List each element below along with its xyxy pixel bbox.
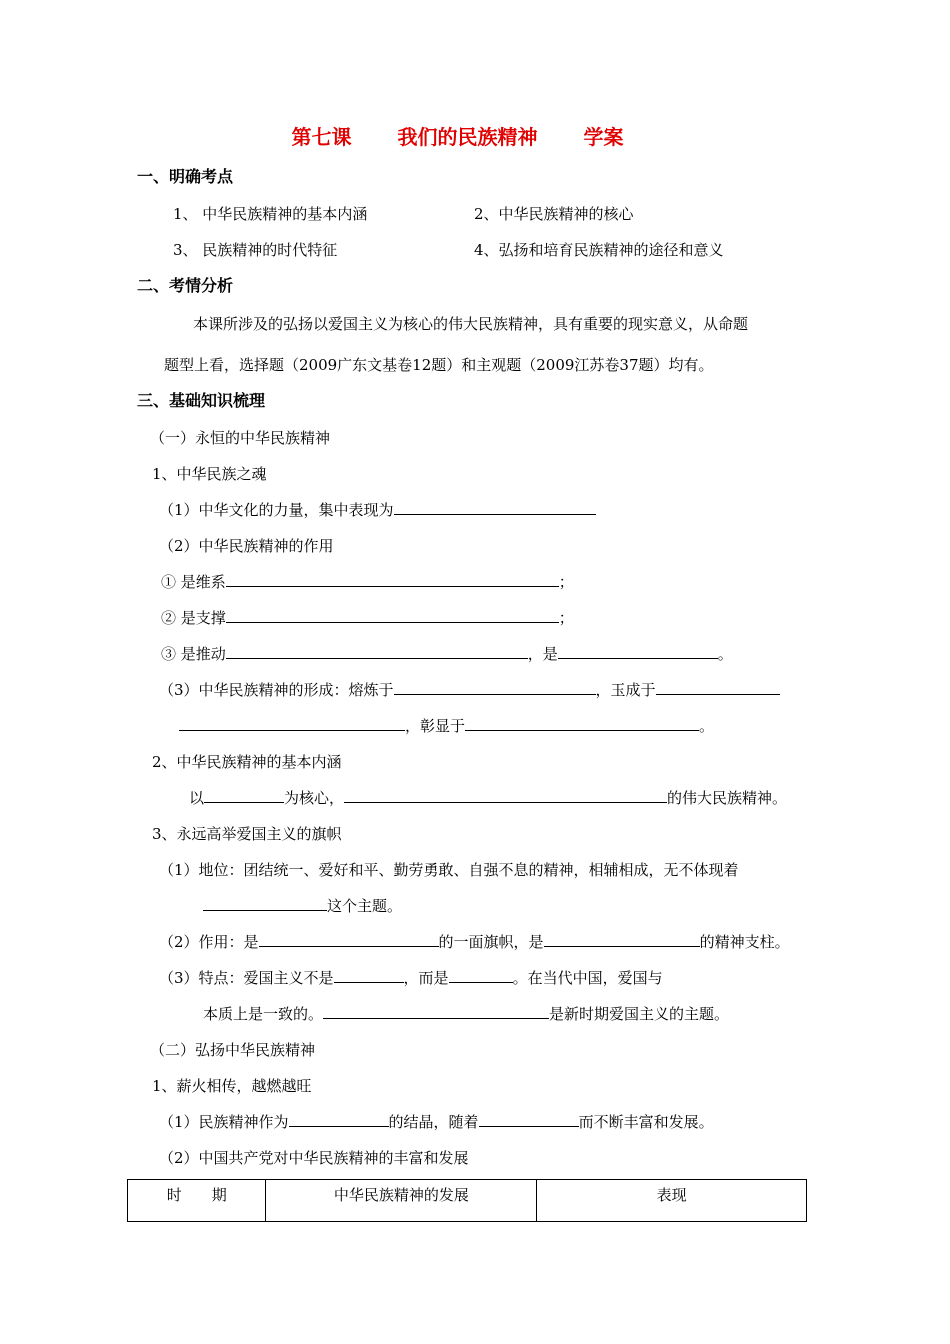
exam-point-4: 4、弘扬和培育民族精神的途径和意义	[474, 241, 724, 259]
title-lesson: 第七课	[291, 125, 352, 149]
page-title	[0, 124, 915, 150]
question-4-1: （1）民族精神作为 的结晶，随着 而不断丰富和发展。	[159, 1113, 714, 1131]
section-heading-2: 二、考情分析	[137, 276, 234, 295]
answer-blank[interactable]	[203, 896, 327, 911]
answer-blank[interactable]	[259, 932, 439, 947]
role-2: ② 是支撑 ；	[161, 609, 574, 627]
answer-blank[interactable]	[479, 1112, 579, 1127]
question-1-3: （3）中华民族精神的形成：熔炼于 ，玉成于	[159, 680, 780, 700]
answer-blank[interactable]	[179, 716, 405, 731]
question-4-2: （2）中国共产党对中华民族精神的丰富和发展	[159, 1149, 469, 1167]
answer-blank[interactable]	[334, 968, 404, 983]
subsection-2: （二）弘扬中华民族精神	[150, 1041, 316, 1059]
table-header-period: 时 期	[128, 1180, 266, 1222]
point-4-heading: 1、薪火相传，越燃越旺	[152, 1077, 312, 1095]
answer-blank[interactable]	[323, 1004, 549, 1019]
title-topic: 我们的民族精神	[397, 125, 538, 149]
answer-blank[interactable]	[449, 968, 513, 983]
section-heading-1: 一、明确考点	[137, 167, 234, 186]
answer-blank[interactable]	[204, 788, 284, 803]
exam-point-3: 3、 民族精神的时代特征	[173, 241, 338, 259]
table-header-development: 中华民族精神的发展	[266, 1180, 537, 1222]
answer-blank[interactable]	[394, 680, 596, 695]
table-header-row	[128, 1180, 807, 1222]
question-1-1: （1）中华文化的力量，集中表现为	[159, 500, 596, 520]
status-line: （1）地位：团结统一、爱好和平、勤劳勇敢、自强不息的精神，相辅相成，无不体现着	[159, 861, 739, 879]
analysis-line-1: 本课所涉及的弘扬以爱国主义为核心的伟大民族精神，具有重要的现实意义，从命题	[193, 315, 749, 333]
point-1-heading: 1、中华民族之魂	[152, 465, 267, 483]
answer-blank[interactable]	[558, 644, 718, 659]
point-3-heading: 3、永远高举爱国主义的旗帜	[152, 825, 342, 843]
answer-blank[interactable]	[226, 644, 528, 659]
feature-line-cont: 本质上是一致的。 是新时期爱国主义的主题。	[203, 1005, 730, 1023]
development-table	[127, 1179, 807, 1222]
answer-blank[interactable]	[226, 572, 559, 587]
answer-blank[interactable]	[656, 680, 780, 695]
answer-blank[interactable]	[289, 1112, 389, 1127]
exam-point-2: 2、中华民族精神的核心	[474, 205, 634, 223]
answer-blank[interactable]	[544, 932, 700, 947]
question-1-3-cont: ，彰显于 。	[179, 716, 714, 736]
role-3: ③ 是推动 ，是 。	[161, 645, 733, 663]
subsection-1: （一）永恒的中华民族精神	[150, 429, 331, 447]
table-header-expression: 表现	[537, 1180, 807, 1222]
exam-point-1: 1、 中华民族精神的基本内涵	[173, 205, 368, 223]
status-line-cont: 这个主题。	[203, 896, 402, 916]
answer-blank[interactable]	[226, 608, 559, 623]
function-line: （2）作用：是 的一面旗帜，是 的精神支柱。	[159, 933, 790, 951]
question-1-2: （2）中华民族精神的作用	[159, 537, 334, 555]
point-2-content: 以 为核心， 的伟大民族精神。	[189, 789, 788, 807]
point-2-heading: 2、中华民族精神的基本内涵	[152, 753, 342, 771]
title-suffix: 学案	[583, 125, 624, 149]
section-heading-3: 三、基础知识梳理	[137, 391, 266, 410]
answer-blank[interactable]	[344, 788, 667, 803]
role-1: ① 是维系 ；	[161, 573, 574, 591]
feature-line: （3）特点：爱国主义不是 ，而是 。在当代中国，爱国与	[159, 969, 663, 987]
answer-blank[interactable]	[465, 716, 699, 731]
analysis-line-2: 题型上看，选择题（2009广东文基卷12题）和主观题（2009江苏卷37题）均有。	[164, 356, 714, 374]
answer-blank[interactable]	[394, 500, 596, 515]
